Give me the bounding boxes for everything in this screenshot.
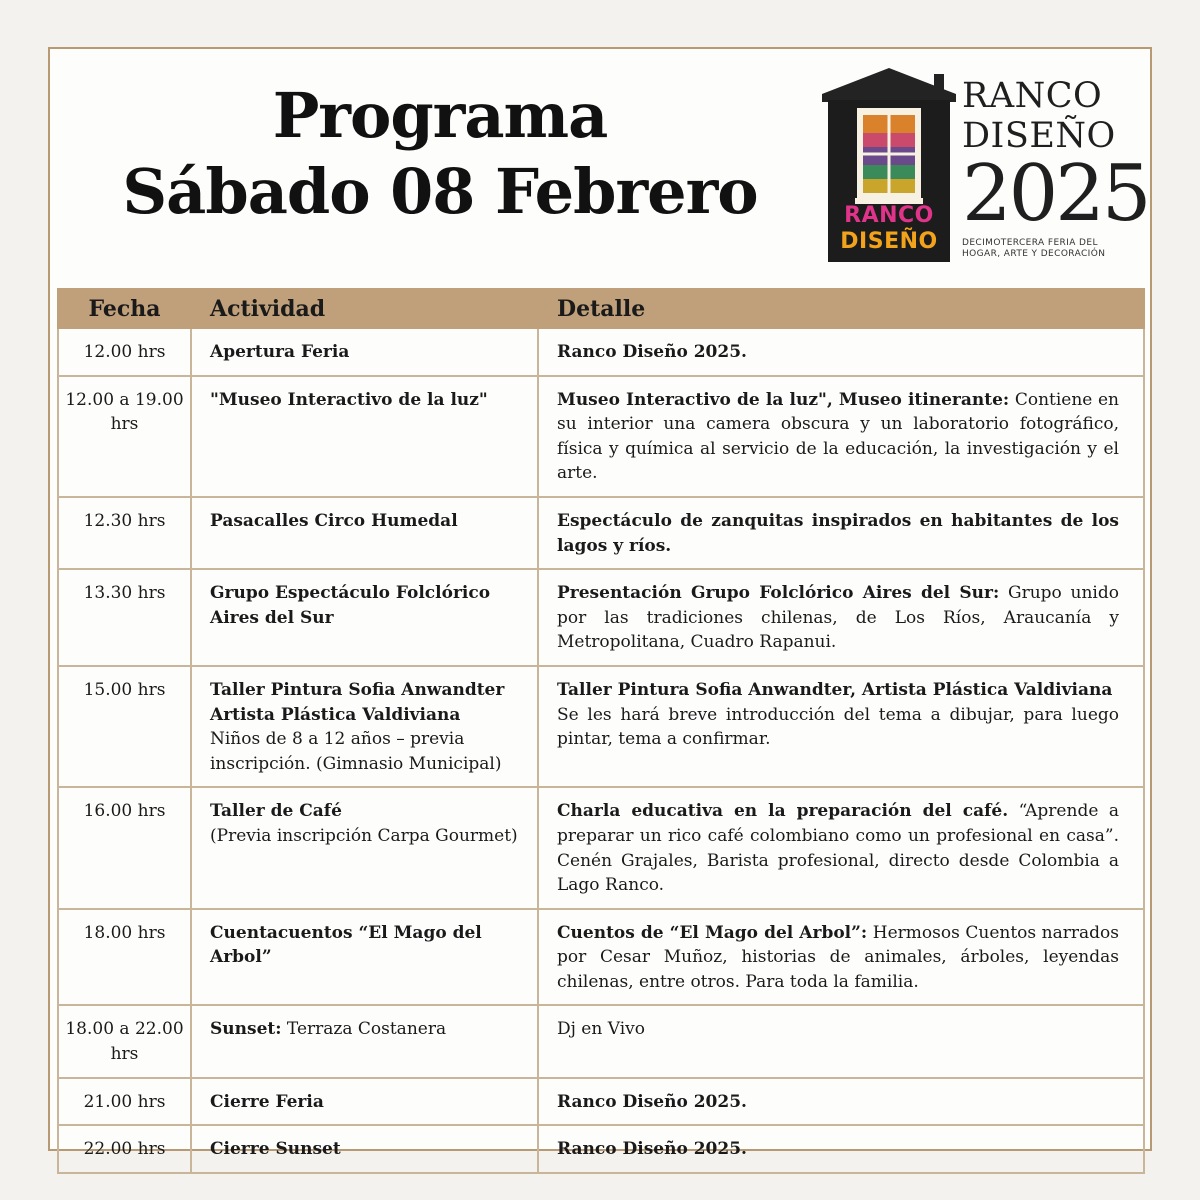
title-line-1: Programa [272, 79, 608, 152]
cell-detail [538, 1078, 1144, 1126]
table-row [58, 569, 1144, 666]
table-row [58, 376, 1144, 497]
detail-text: Se les hará breve introducción del tema a dibujar, para luego pintar, tema a confirmar. [557, 704, 1119, 750]
cell-activity [191, 787, 538, 908]
badge-line-2: DISEÑO [840, 229, 938, 254]
cell-detail [538, 787, 1144, 908]
logo-name-line-2: DISEÑO [962, 116, 1116, 156]
cell-time: 12.00 a 19.00 hrs [58, 376, 191, 497]
activity-title: Cuentacuentos “El Mago del Arbol” [210, 922, 482, 968]
detail-text: Dj en Vivo [557, 1019, 645, 1040]
detail-text: “Aprende a preparar un rico café colombiano como un profesional en casa”. Cenén Grajales, Barista profesional, directo desde Colombia a Lago Ranco. [557, 801, 1119, 896]
detail-title: Cuentos de “El Mago del Arbol”: [557, 922, 868, 943]
cell-activity [191, 497, 538, 569]
cell-time: 18.00 hrs [58, 909, 191, 1006]
detail-title: Presentación Grupo Folclórico Aires del Sur: [557, 583, 1000, 604]
column-header-fecha: Fecha [58, 289, 191, 328]
table-row [58, 1078, 1144, 1126]
cell-activity [191, 328, 538, 376]
activity-title: Pasacalles Circo Humedal [210, 510, 458, 531]
cell-time: 13.30 hrs [58, 569, 191, 666]
activity-title: Sunset: [210, 1019, 282, 1040]
activity-text: Terraza Costanera [281, 1019, 447, 1040]
activity-title: Taller Pintura Sofia Anwandter Artista Plástica Valdiviana [210, 679, 505, 725]
cell-time: 15.00 hrs [58, 666, 191, 787]
table-header-row [58, 289, 1144, 328]
logo-wordmark [962, 76, 1149, 260]
detail-text: Contiene en su interior una camera obscura y un laboratorio fotográfico, física y química al servicio de la educación, la investigación y el arte. [557, 389, 1119, 484]
logo-subtitle-line-1: DECIMOTERCERA FERIA DEL [962, 238, 1098, 248]
table-row [58, 1005, 1144, 1077]
activity-text: (Previa inscripción Carpa Gourmet) [210, 825, 518, 846]
cell-detail [538, 376, 1144, 497]
ranco-diseno-logo [822, 66, 1149, 266]
cell-detail [538, 666, 1144, 787]
badge-line-1: RANCO [844, 203, 934, 228]
activity-title: Apertura Feria [210, 342, 350, 362]
cell-time: 12.00 hrs [58, 328, 191, 376]
cell-detail [538, 1005, 1144, 1077]
activity-title: Cierre Feria [210, 1091, 324, 1112]
detail-title: Espectáculo de zanquitas inspirados en habitantes de los lagos y ríos. [557, 510, 1119, 556]
activity-text: Niños de 8 a 12 años – previa inscripción. (Gimnasio Municipal) [210, 729, 502, 774]
page-title [50, 78, 830, 230]
cell-time: 12.30 hrs [58, 497, 191, 569]
table-row [58, 1125, 1144, 1173]
cell-activity [191, 569, 538, 666]
cell-activity [191, 1005, 538, 1077]
program-table [57, 288, 1145, 1174]
cell-activity [191, 909, 538, 1006]
cell-time: 22.00 hrs [58, 1125, 191, 1173]
title-line-2: Sábado 08 Febrero [122, 155, 758, 228]
detail-title: Taller Pintura Sofia Anwandter, Artista Plástica Valdiviana [557, 679, 1113, 700]
detail-title: Museo Interactivo de la luz", Museo itinerante: [557, 389, 1010, 410]
activity-title: "Museo Interactivo de la luz" [210, 389, 488, 410]
activity-title: Cierre Sunset [210, 1139, 341, 1160]
detail-title: Ranco Diseño 2025. [557, 1139, 747, 1160]
cell-time: 18.00 a 22.00 hrs [58, 1005, 191, 1077]
house-logo-icon [822, 66, 957, 266]
table-row [58, 328, 1144, 376]
column-header-detalle: Detalle [538, 289, 1144, 328]
logo-year: 2025 [962, 149, 1149, 239]
cell-time: 21.00 hrs [58, 1078, 191, 1126]
column-header-actividad: Actividad [191, 289, 538, 328]
detail-text: Hermosos Cuentos narrados por Cesar Muñoz, historias de animales, árboles, leyendas chilenas, entre otros. Para toda la familia. [557, 922, 1119, 992]
cell-activity [191, 666, 538, 787]
table-row [58, 497, 1144, 569]
cell-time: 16.00 hrs [58, 787, 191, 908]
logo-name-line-1: RANCO [962, 76, 1103, 116]
detail-text: Grupo unido por las tradiciones chilenas, de Los Ríos, Araucanía y Metropolitana, Cuadro Rapanui. [557, 583, 1119, 653]
table-row [58, 787, 1144, 908]
cell-detail [538, 1125, 1144, 1173]
cell-activity [191, 1078, 538, 1126]
cell-detail [538, 328, 1144, 376]
table-row [58, 666, 1144, 787]
table-row [58, 909, 1144, 1006]
detail-title: Charla educativa en la preparación del café. [557, 801, 1009, 822]
detail-title: Ranco Diseño 2025. [557, 1091, 747, 1112]
activity-title: Grupo Espectáculo Folclórico Aires del Sur [210, 583, 491, 628]
cell-activity [191, 376, 538, 497]
cell-activity [191, 1125, 538, 1173]
cell-detail [538, 497, 1144, 569]
activity-title: Taller de Café [210, 801, 342, 822]
logo-subtitle-line-2: HOGAR, ARTE Y DECORACIÓN [962, 249, 1106, 259]
detail-title: Ranco Diseño 2025. [557, 342, 747, 362]
cell-detail [538, 569, 1144, 666]
cell-detail [538, 909, 1144, 1006]
